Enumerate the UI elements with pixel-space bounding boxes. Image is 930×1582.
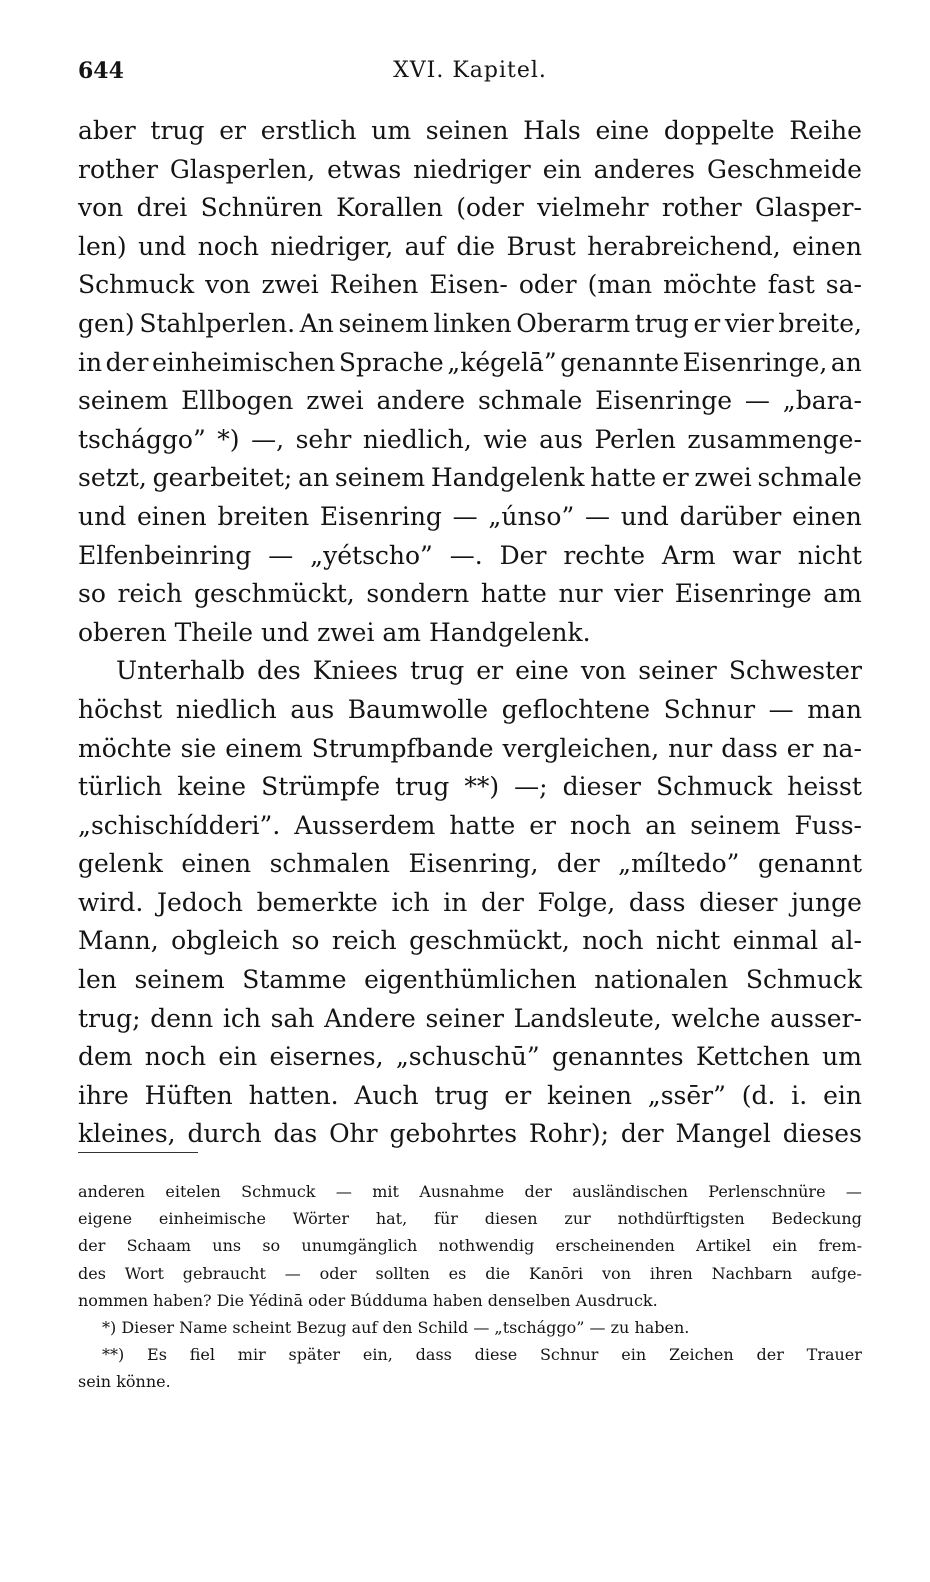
text-line: in der einheimischen Sprache „kégelā” genannte Eisenringe, an — [78, 347, 862, 377]
text-line: möchte sie einem Strumpfbande vergleichen, nur dass er na- — [78, 733, 862, 763]
text-line: und einen breiten Eisenring — „únso” — und darüber einen — [78, 501, 862, 531]
text-line: aber trug er erstlich um seinen Hals eine doppelte Reihe — [78, 116, 862, 145]
text-line: seinem Ellbogen zwei andere schmale Eisenringe — „bara- — [78, 386, 862, 416]
text-line: gen) Stahlperlen. An seinem linken Oberarm trug er vier breite, — [78, 308, 862, 338]
text-line: setzt, gearbeitet; an seinem Handgelenk hatte er zwei schmale — [78, 463, 862, 493]
text-line: so reich geschmückt, sondern hatte nur vier Eisenringe am — [78, 579, 862, 609]
text-line: len seinem Stamme eigenthümlichen nationalen Schmuck — [78, 965, 862, 995]
footnote-line: der Schaam uns so unumgänglich nothwendig erscheinenden Artikel ein frem- — [78, 1236, 862, 1256]
text-line: von drei Schnüren Korallen (oder vielmehr rother Glasper- — [78, 193, 862, 223]
text-line: türlich keine Strümpfe trug **) —; dieser Schmuck heisst — [78, 772, 862, 802]
text-line: Elfenbeinring — „yétscho” —. Der rechte Arm war nicht — [78, 540, 862, 570]
text-line: dem noch ein eisernes, „schuschū” genanntes Kettchen um — [78, 1042, 862, 1072]
footnote-line: nommen haben? Die Yédinā oder Búdduma haben denselben Ausdruck. — [78, 1290, 658, 1310]
text-line: Schmuck von zwei Reihen Eisen- oder (man möchte fast sa- — [78, 270, 862, 300]
text-line: tschággo” *) —, sehr niedlich, wie aus Perlen zusammenge- — [78, 424, 862, 454]
text-line: wird. Jedoch bemerkte ich in der Folge, dass dieser junge — [78, 887, 862, 917]
text-line: trug; denn ich sah Andere seiner Landsleute, welche ausser- — [78, 1003, 862, 1033]
footnote-rule — [78, 1152, 198, 1153]
text-line: len) und noch niedriger, auf die Brust herabreichend, einen — [78, 231, 862, 261]
text-line: höchst niedlich aus Baumwolle geflochtene Schnur — man — [78, 694, 862, 724]
main-text — [78, 112, 862, 1154]
footnote-line: eigene einheimische Wörter hat, für diesen zur nothdürftigsten Bedeckung — [78, 1209, 862, 1229]
footnote-line: des Wort gebraucht — oder sollten es die Kanōri von ihren Nachbarn aufge- — [78, 1263, 862, 1283]
footnotes — [78, 1178, 862, 1396]
text-line: Mann, obgleich so reich geschmückt, noch nicht einmal al- — [78, 926, 862, 956]
text-line: Unterhalb des Kniees trug er eine von seiner Schwester — [116, 656, 862, 686]
running-title: XVI. Kapitel. — [393, 58, 547, 83]
text-line: oberen Theile und zwei am Handgelenk. — [78, 617, 591, 647]
text-line: ihre Hüften hatten. Auch trug er keinen „ssēr” (d. i. ein — [78, 1080, 862, 1110]
page-header — [78, 58, 862, 90]
footnote-line: sein könne. — [78, 1372, 171, 1392]
footnote-line: *) Dieser Name scheint Bezug auf den Schild — „tschággo” — zu haben. — [102, 1317, 690, 1337]
text-line: „schischídderi”. Ausserdem hatte er noch an seinem Fuss- — [78, 810, 862, 840]
page-number: 644 — [78, 58, 124, 84]
text-line: rother Glasperlen, etwas niedriger ein anderes Geschmeide — [78, 154, 862, 184]
footnote-line: **) Es fiel mir später ein, dass diese Schnur ein Zeichen der Trauer — [102, 1345, 862, 1365]
text-line: gelenk einen schmalen Eisenring, der „míltedo” genannt — [78, 849, 862, 879]
footnote-line: anderen eitelen Schmuck — mit Ausnahme der ausländischen Perlenschnüre — — [78, 1182, 862, 1201]
text-line: kleines, durch das Ohr gebohrtes Rohr); der Mangel dieses — [78, 1119, 862, 1149]
